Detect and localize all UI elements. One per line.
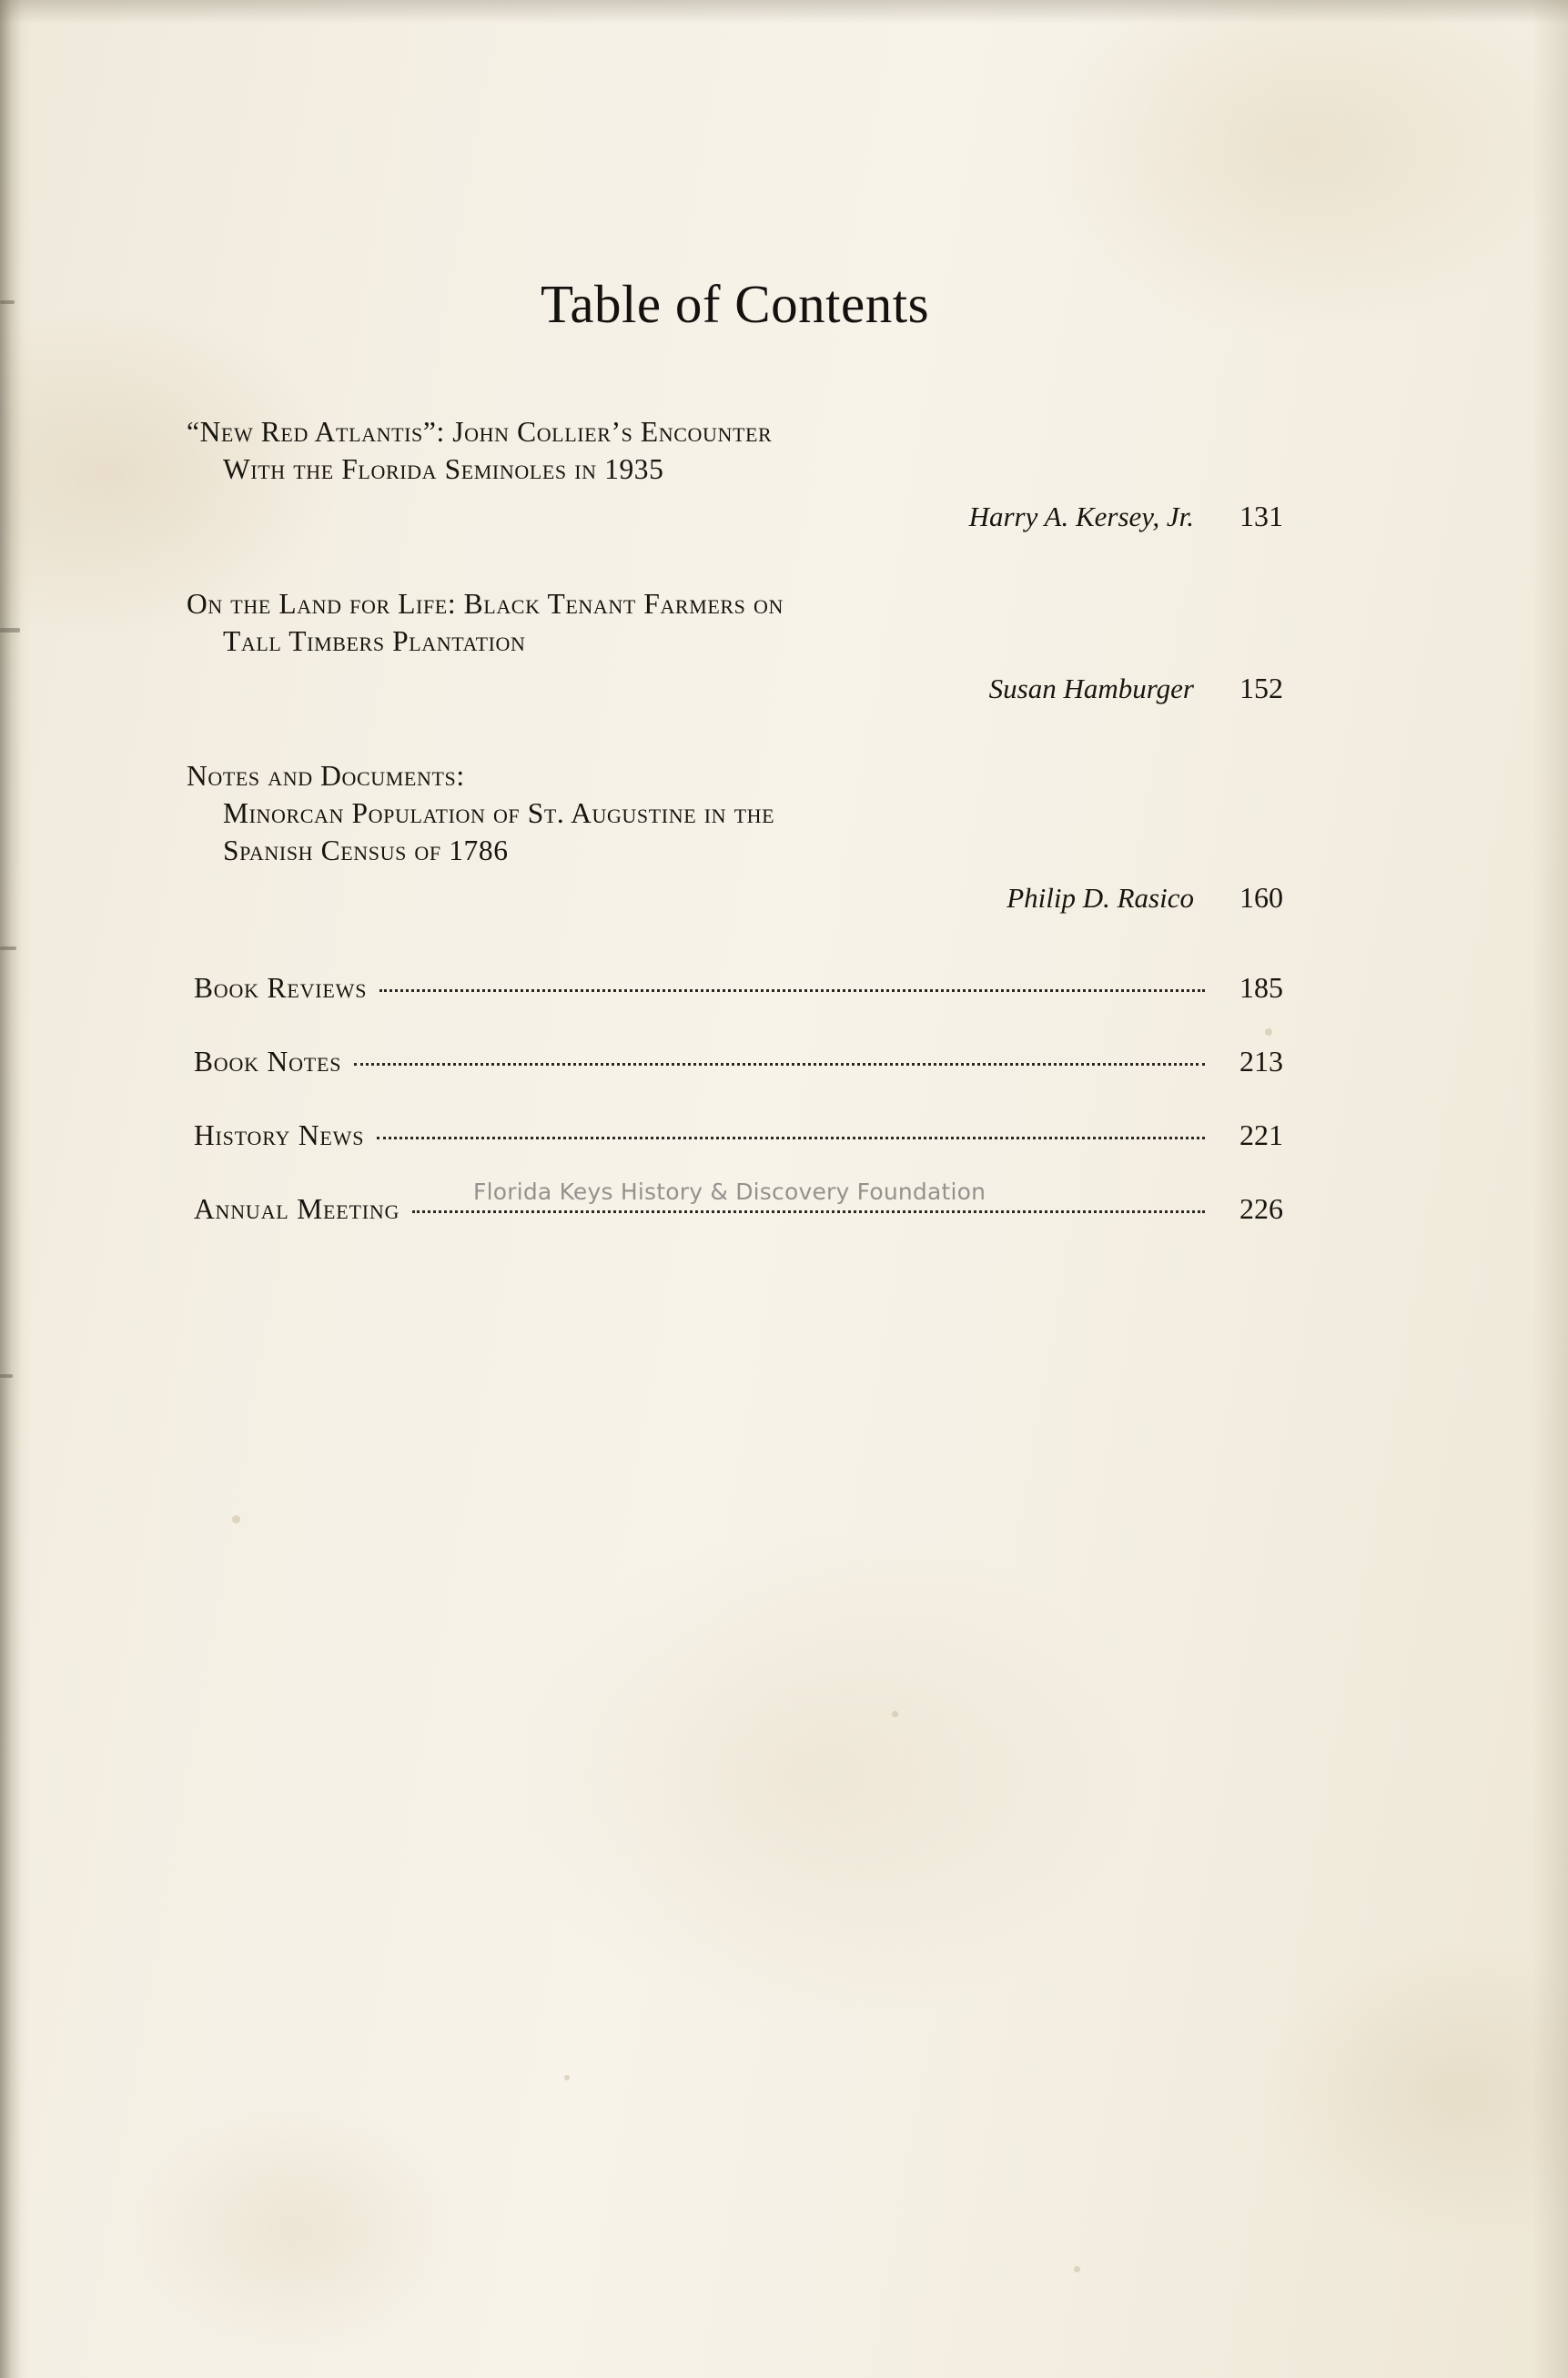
toc-entry-title-line: With the Florida Seminoles in 1935 xyxy=(223,452,664,485)
page-title: Table of Contents xyxy=(540,274,930,334)
toc-entry-author: Susan Hamburger xyxy=(988,672,1194,704)
dot-leader xyxy=(354,1062,1205,1066)
toc-row-annual-meeting[interactable] xyxy=(187,1192,1283,1226)
toc-row-label: History News xyxy=(194,1118,365,1151)
page-edge-nick-2 xyxy=(0,628,20,632)
paper-speck xyxy=(232,1515,240,1523)
toc-entry-byline-row xyxy=(187,672,1283,705)
page-binding-shadow xyxy=(0,0,31,2378)
dot-leader xyxy=(377,1136,1205,1139)
dot-leader xyxy=(379,988,1205,992)
toc-entry[interactable] xyxy=(187,586,1283,705)
page-edge-nick-3 xyxy=(0,946,16,950)
toc-row-book-reviews[interactable] xyxy=(187,971,1283,1005)
page-edge-nick-4 xyxy=(0,1374,13,1378)
toc-entry-title-line: Tall Timbers Plantation xyxy=(223,624,526,657)
toc-row-label: Book Notes xyxy=(194,1045,342,1078)
watermark-text: Florida Keys History & Discovery Foundation xyxy=(473,1179,986,1205)
toc-entry-page[interactable]: 152 xyxy=(1239,671,1283,704)
toc-row-label: Book Reviews xyxy=(194,971,368,1004)
toc-row-page[interactable]: 221 xyxy=(1239,1118,1283,1151)
toc-entry-byline-row xyxy=(187,881,1283,915)
paper-speck xyxy=(1074,2266,1080,2272)
toc-row-page[interactable]: 226 xyxy=(1239,1191,1283,1225)
page-top-shadow xyxy=(0,0,1568,24)
toc-entry-title-line: On the Land for Life: Black Tenant Farmers on xyxy=(187,587,784,620)
toc-entry-page[interactable]: 131 xyxy=(1239,499,1283,532)
toc-entry-title-line: “New Red Atlantis”: John Collier’s Encounter xyxy=(187,416,773,448)
dot-leader xyxy=(412,1209,1205,1213)
toc-content xyxy=(187,273,1283,1266)
toc-entry-title-line: Spanish Census of 1786 xyxy=(223,834,509,866)
toc-row-label: Annual Meeting xyxy=(194,1192,400,1225)
toc-entry-author: Philip D. Rasico xyxy=(1007,881,1194,914)
toc-entry-byline-row xyxy=(187,500,1283,533)
paper-speck xyxy=(892,1711,898,1717)
toc-row-history-news[interactable] xyxy=(187,1118,1283,1152)
toc-entry-page[interactable]: 160 xyxy=(1239,880,1283,914)
toc-row-page[interactable]: 185 xyxy=(1239,970,1283,1004)
page-edge-nick-1 xyxy=(0,300,15,304)
toc-entry-author: Harry A. Kersey, Jr. xyxy=(968,500,1194,532)
paper-speck xyxy=(564,2075,570,2080)
toc-entry-section-heading: Notes and Documents: xyxy=(187,759,465,792)
page-right-shadow xyxy=(1532,0,1568,2378)
toc-row-book-notes[interactable] xyxy=(187,1045,1283,1078)
toc-row-page[interactable]: 213 xyxy=(1239,1044,1283,1078)
toc-entry[interactable] xyxy=(187,758,1283,915)
toc-entry[interactable] xyxy=(187,414,1283,533)
toc-entry-title-line: Minorcan Population of St. Augustine in the xyxy=(223,796,775,829)
